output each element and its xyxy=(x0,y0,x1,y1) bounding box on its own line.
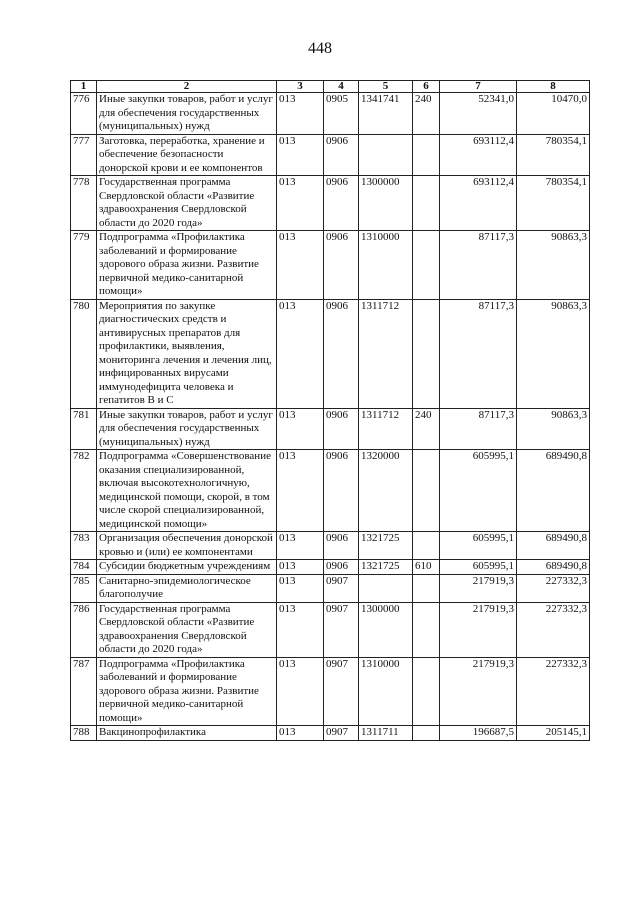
col-header: 6 xyxy=(413,81,440,93)
cell-section: 0906 xyxy=(324,450,359,532)
cell-code: 013 xyxy=(277,408,324,450)
cell-amount-7: 693112,4 xyxy=(440,176,517,231)
cell-section: 0907 xyxy=(324,726,359,741)
table-row xyxy=(71,176,590,231)
cell-target: 1341741 xyxy=(359,93,413,135)
row-number: 784 xyxy=(71,560,97,575)
col-header: 2 xyxy=(97,81,277,93)
cell-amount-8: 90863,3 xyxy=(517,408,590,450)
header-row xyxy=(71,81,590,93)
cell-amount-7: 196687,5 xyxy=(440,726,517,741)
row-number: 788 xyxy=(71,726,97,741)
cell-amount-8: 10470,0 xyxy=(517,93,590,135)
cell-code: 013 xyxy=(277,657,324,726)
table-row xyxy=(71,450,590,532)
cell-type: 240 xyxy=(413,93,440,135)
table-row xyxy=(71,93,590,135)
col-header: 7 xyxy=(440,81,517,93)
cell-amount-8: 227332,3 xyxy=(517,657,590,726)
cell-type xyxy=(413,532,440,560)
table-row xyxy=(71,560,590,575)
cell-section: 0906 xyxy=(324,231,359,300)
cell-code: 013 xyxy=(277,726,324,741)
row-name: Санитарно-эпидемиологическое благополучие xyxy=(97,574,277,602)
cell-target xyxy=(359,574,413,602)
table-row xyxy=(71,231,590,300)
page-number: 448 xyxy=(308,40,332,57)
row-name: Заготовка, переработка, хранение и обеспечение безопасности донорской крови и ее компонентов xyxy=(97,134,277,176)
cell-type xyxy=(413,726,440,741)
row-number: 787 xyxy=(71,657,97,726)
cell-amount-7: 217919,3 xyxy=(440,574,517,602)
cell-section: 0907 xyxy=(324,657,359,726)
cell-type xyxy=(413,134,440,176)
table-row xyxy=(71,408,590,450)
row-number: 782 xyxy=(71,450,97,532)
cell-amount-7: 217919,3 xyxy=(440,602,517,657)
cell-type xyxy=(413,299,440,408)
col-header: 5 xyxy=(359,81,413,93)
cell-target: 1311712 xyxy=(359,408,413,450)
row-number: 781 xyxy=(71,408,97,450)
cell-target: 1310000 xyxy=(359,231,413,300)
cell-code: 013 xyxy=(277,299,324,408)
cell-section: 0906 xyxy=(324,299,359,408)
cell-amount-8: 90863,3 xyxy=(517,231,590,300)
cell-section: 0907 xyxy=(324,574,359,602)
row-name: Государственная программа Свердловской области «Развитие здравоохранения Свердловской области до 2020 года» xyxy=(97,176,277,231)
cell-code: 013 xyxy=(277,93,324,135)
cell-target xyxy=(359,134,413,176)
cell-target: 1321725 xyxy=(359,560,413,575)
col-header: 1 xyxy=(71,81,97,93)
row-name: Иные закупки товаров, работ и услуг для обеспечения государственных (муниципальных) нужд xyxy=(97,408,277,450)
cell-target: 1300000 xyxy=(359,602,413,657)
cell-code: 013 xyxy=(277,574,324,602)
table-row xyxy=(71,657,590,726)
cell-amount-8: 689490,8 xyxy=(517,532,590,560)
budget-table xyxy=(70,80,590,741)
row-number: 786 xyxy=(71,602,97,657)
cell-section: 0907 xyxy=(324,602,359,657)
row-name: Иные закупки товаров, работ и услуг для обеспечения государственных (муниципальных) нужд xyxy=(97,93,277,135)
row-name: Субсидии бюджетным учреждениям xyxy=(97,560,277,575)
cell-amount-7: 693112,4 xyxy=(440,134,517,176)
cell-amount-8: 780354,1 xyxy=(517,176,590,231)
row-name: Подпрограмма «Профилактика заболеваний и формирование здорового образа жизни. Развитие первичной медико-санитарной помощи» xyxy=(97,657,277,726)
cell-target: 1310000 xyxy=(359,657,413,726)
cell-amount-7: 87117,3 xyxy=(440,299,517,408)
row-name: Подпрограмма «Профилактика заболеваний и формирование здорового образа жизни. Развитие первичной медико-санитарной помощи» xyxy=(97,231,277,300)
cell-code: 013 xyxy=(277,560,324,575)
table-row xyxy=(71,574,590,602)
cell-code: 013 xyxy=(277,134,324,176)
cell-amount-8: 205145,1 xyxy=(517,726,590,741)
cell-code: 013 xyxy=(277,231,324,300)
cell-section: 0906 xyxy=(324,134,359,176)
cell-amount-7: 605995,1 xyxy=(440,450,517,532)
cell-amount-8: 90863,3 xyxy=(517,299,590,408)
cell-target: 1320000 xyxy=(359,450,413,532)
row-number: 776 xyxy=(71,93,97,135)
row-number: 783 xyxy=(71,532,97,560)
row-number: 785 xyxy=(71,574,97,602)
row-number: 780 xyxy=(71,299,97,408)
cell-section: 0905 xyxy=(324,93,359,135)
cell-target: 1321725 xyxy=(359,532,413,560)
cell-code: 013 xyxy=(277,176,324,231)
cell-type xyxy=(413,574,440,602)
cell-section: 0906 xyxy=(324,532,359,560)
cell-amount-7: 87117,3 xyxy=(440,231,517,300)
table-row xyxy=(71,602,590,657)
cell-target: 1311711 xyxy=(359,726,413,741)
cell-target: 1300000 xyxy=(359,176,413,231)
cell-section: 0906 xyxy=(324,176,359,231)
cell-type xyxy=(413,602,440,657)
cell-amount-7: 605995,1 xyxy=(440,560,517,575)
cell-amount-8: 227332,3 xyxy=(517,574,590,602)
col-header: 8 xyxy=(517,81,590,93)
cell-amount-7: 52341,0 xyxy=(440,93,517,135)
cell-amount-8: 689490,8 xyxy=(517,450,590,532)
cell-amount-8: 689490,8 xyxy=(517,560,590,575)
cell-code: 013 xyxy=(277,602,324,657)
row-name: Вакцинопрофилактика xyxy=(97,726,277,741)
col-header: 4 xyxy=(324,81,359,93)
cell-code: 013 xyxy=(277,532,324,560)
cell-amount-8: 227332,3 xyxy=(517,602,590,657)
cell-section: 0906 xyxy=(324,408,359,450)
row-number: 778 xyxy=(71,176,97,231)
row-number: 779 xyxy=(71,231,97,300)
table-row xyxy=(71,532,590,560)
row-name: Организация обеспечения донорской кровью и (или) ее компонентами xyxy=(97,532,277,560)
table-row xyxy=(71,134,590,176)
cell-type xyxy=(413,450,440,532)
cell-type: 610 xyxy=(413,560,440,575)
cell-amount-7: 87117,3 xyxy=(440,408,517,450)
table-row xyxy=(71,726,590,741)
row-name: Подпрограмма «Совершенствование оказания специализированной, включая высокотехнологичную, медицинской помощи, скорой, в том числе скорой специализированной, медицинской помощи» xyxy=(97,450,277,532)
table-row xyxy=(71,299,590,408)
cell-amount-7: 605995,1 xyxy=(440,532,517,560)
cell-code: 013 xyxy=(277,450,324,532)
row-name: Мероприятия по закупке диагностических средств и антивирусных препаратов для профилактики, выявления, мониторинга лечения и лечения лиц, инфицированных вирусами иммунодефицита человека и гепатитов В и С xyxy=(97,299,277,408)
col-header: 3 xyxy=(277,81,324,93)
cell-type xyxy=(413,231,440,300)
cell-section: 0906 xyxy=(324,560,359,575)
cell-amount-8: 780354,1 xyxy=(517,134,590,176)
cell-target: 1311712 xyxy=(359,299,413,408)
cell-amount-7: 217919,3 xyxy=(440,657,517,726)
row-name: Государственная программа Свердловской области «Развитие здравоохранения Свердловской области до 2020 года» xyxy=(97,602,277,657)
cell-type xyxy=(413,176,440,231)
cell-type: 240 xyxy=(413,408,440,450)
row-number: 777 xyxy=(71,134,97,176)
cell-type xyxy=(413,657,440,726)
